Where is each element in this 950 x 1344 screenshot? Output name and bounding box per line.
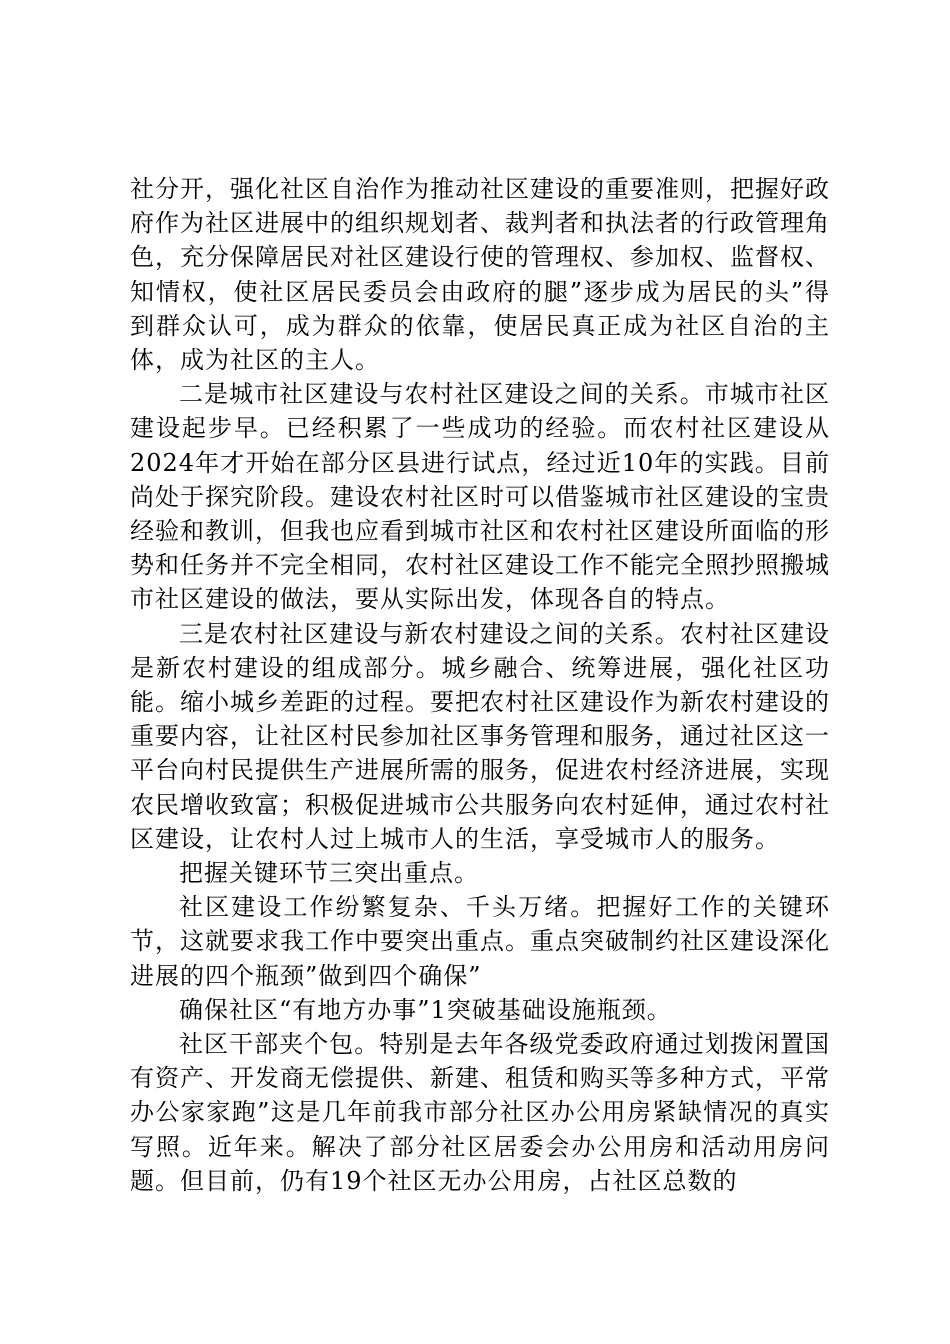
paragraph-1: 社分开，强化社区自治作为推动社区建设的重要准则，把握好政府作为社区进展中的组织规划者、裁判者和执法者的行政管理角色，充分保障居民对社区建设行使的管理权、参加权、监督权、知情权，使社区居民委员会由政府的腿”逐步成为居民的头”得到群众认可，成为群众的依靠，使居民真正成为社区自治的主体，成为社区的主人。 [130,175,830,375]
paragraph-2: 二是城市社区建设与农村社区建设之间的关系。市城市社区建设起步早。已经积累了一些成功的经验。而农村社区建设从2024年才开始在部分区县进行试点，经过近10年的实践。目前尚处于探究阶段。建设农村社区时可以借鉴城市社区建设的宝贵经验和教训，但我也应看到城市社区和农村社区建设所面临的形势和任务并不完全相同，农村社区建设工作不能完全照抄照搬城市社区建设的做法，要从实际出发，体现各自的特点。 [130,380,830,614]
paragraph-6: 确保社区“有地方办事”1突破基础设施瓶颈。 [179,995,672,1024]
paragraph-3: 三是农村社区建设与新农村建设之间的关系。农村社区建设是新农村建设的组成部分。城乡融合、统筹进展，强化社区功能。缩小城乡差距的过程。要把农村社区建设作为新农村建设的重要内容，让社区村民参加社区事务管理和服务，通过社区这一平台向村民提供生产进展所需的服务，促进农村经济进展，实现农民增收致富；积极促进城市公共服务向农村延伸，通过农村社区建设，让农村人过上城市人的生活，享受城市人的服务。 [130,619,830,853]
paragraph-5: 社区建设工作纷繁复杂、千头万绪。把握好工作的关键环节，这就要求我工作中要突出重点。重点突破制约社区建设深化进展的四个瓶颈”做到四个确保” [130,893,830,990]
paragraph-4: 把握关键环节三突出重点。 [179,859,479,888]
document-page [130,172,830,1198]
paragraph-7: 社区干部夹个包。特别是去年各级党委政府通过划拨闲置国有资产、开发商无偿提供、新建、租赁和购买等多种方式，平常办公家家跑”这是几年前我市部分社区办公用房紧缺情况的真实写照。近年来。解决了部分社区居委会办公用房和活动用房问题。但目前，仍有19个社区无办公用房，占社区总数的 [130,1030,830,1195]
